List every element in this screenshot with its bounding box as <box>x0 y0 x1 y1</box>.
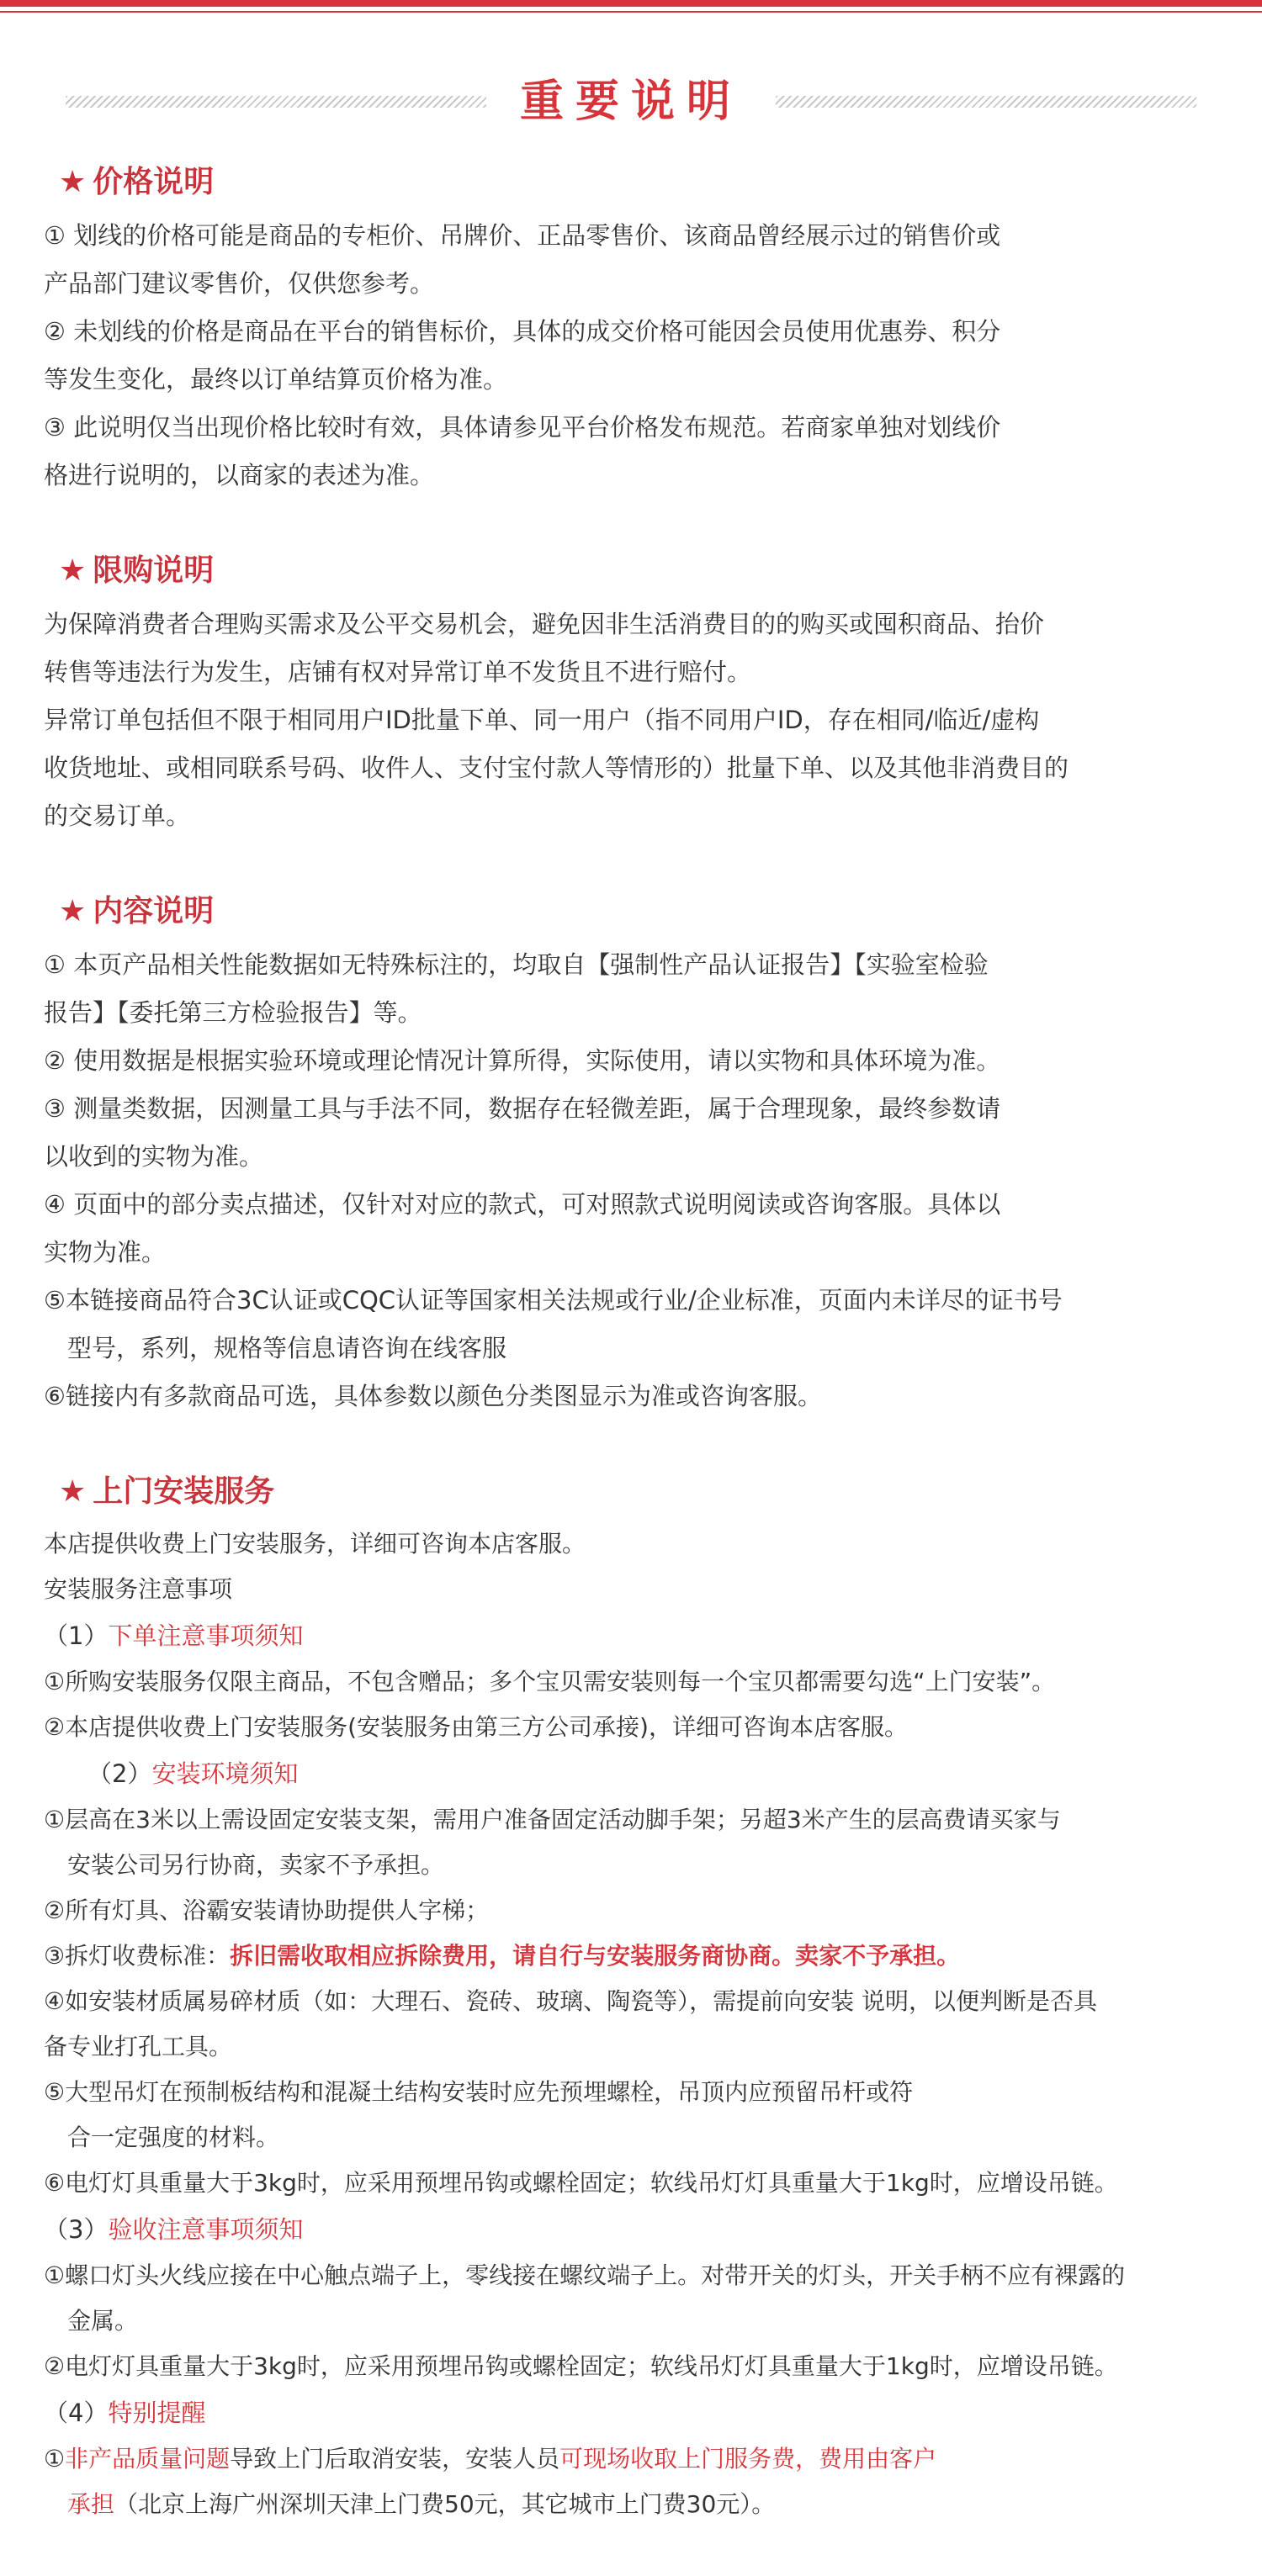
install-sub2-line: 备专业打孔工具。 <box>44 2033 233 2060</box>
star-icon: ★ <box>59 165 87 199</box>
install-sub2-line: 安装公司另行协商，卖家不予承担。 <box>67 1851 445 1879</box>
install-sub2-line: ①层高在3米以上需设固定安装支架，需用户准备固定活动脚手架；另超3米产生的层高费请买家与 <box>44 1806 1061 1833</box>
content-line: ⑤本链接商品符合3C认证或CQC认证等国家相关法规或行业/企业标准，页面内未详尽的证书号 <box>44 1286 1063 1314</box>
content-line: ③ 测量类数据，因测量工具与手法不同，数据存在轻微差距，属于合理现象，最终参数请 <box>44 1094 1001 1123</box>
install-sub2-heading: （2）安装环境须知 <box>87 1759 299 1788</box>
page-title: 重要说明 <box>519 77 742 127</box>
install-sub3-line: ②电灯灯具重量大于3kg时，应采用预埋吊钩或螺栓固定；软线吊灯灯具重量大于1kg时，应增设吊链。 <box>44 2352 1118 2380</box>
limit-line: 为保障消费者合理购买需求及公平交易机会，避免因非生活消费目的的购买或囤积商品、抬价 <box>44 610 1045 638</box>
price-line: ② 未划线的价格是商品在平台的销售标价，具体的成交价格可能因会员使用优惠券、积分 <box>44 317 1001 346</box>
install-sub4-heading: （4）特别提醒 <box>44 2399 206 2427</box>
install-sub1-heading: （1）下单注意事项须知 <box>44 1621 304 1650</box>
install-sub4-line: 承担（北京上海广州深圳天津上门费50元，其它城市上门费30元）。 <box>67 2490 776 2518</box>
star-icon: ★ <box>59 1474 87 1509</box>
limit-line: 收货地址、或相同联系号码、收件人、支付宝付款人等情形的）批量下单、以及其他非消费目的 <box>44 754 1069 782</box>
install-sub2-line: ⑤大型吊灯在预制板结构和混凝土结构安装时应先预埋螺栓，吊顶内应预留吊杆或符 <box>44 2078 914 2106</box>
content-line: ② 使用数据是根据实验环境或理论情况计算所得，实际使用，请以实物和具体环境为准。 <box>44 1046 1001 1075</box>
install-notice-title: 安装服务注意事项 <box>44 1575 233 1603</box>
price-line: 等发生变化，最终以订单结算页价格为准。 <box>44 365 508 394</box>
install-sub2-line: ②所有灯具、浴霸安装请协助提供人字梯； <box>44 1896 490 1924</box>
section-heading-content: ★ 内容说明 <box>59 894 215 928</box>
title-row <box>66 72 1196 131</box>
star-icon: ★ <box>59 553 87 588</box>
section-limit <box>44 548 1230 840</box>
install-sub2-line: ④如安装材质属易碎材质（如：大理石、瓷砖、玻璃、陶瓷等），需提前向安装 说明，以便判断是否具 <box>44 1987 1098 2015</box>
section-heading-install: ★ 上门安装服务 <box>59 1474 275 1509</box>
top-accent-line <box>0 11 1262 13</box>
section-price <box>44 160 1230 500</box>
star-icon: ★ <box>59 894 87 928</box>
install-sub2-line: ③拆灯收费标准：拆旧需收取相应拆除费用，请自行与安装服务商协商。卖家不予承担。 <box>44 1942 961 1970</box>
section-content <box>44 889 1230 1420</box>
section-heading-price: ★ 价格说明 <box>59 165 215 199</box>
content-line: 以收到的实物为准。 <box>44 1142 264 1171</box>
limit-line: 转售等违法行为发生，店铺有权对异常订单不发货且不进行赔付。 <box>44 658 752 686</box>
install-sub1-line: ①所购安装服务仅限主商品，不包含赠品；多个宝贝需安装则每一个宝贝都需要勾选“上门安装”。 <box>44 1668 1056 1695</box>
section-install <box>44 1469 1230 2527</box>
install-sub2-line: 合一定强度的材料。 <box>67 2124 280 2151</box>
price-line: 产品部门建议零售价，仅供您参考。 <box>44 269 435 298</box>
install-sub4-line: ①非产品质量问题导致上门后取消安装，安装人员可现场收取上门服务费，费用由客户 <box>44 2445 937 2473</box>
content-line: ① 本页产品相关性能数据如无特殊标注的，均取自【强制性产品认证报告】【实验室检验 <box>44 950 989 979</box>
install-sub3-heading: （3）验收注意事项须知 <box>44 2215 304 2244</box>
price-line: 格进行说明的，以商家的表述为准。 <box>44 461 435 489</box>
price-line: ③ 此说明仅当出现价格比较时有效，具体请参见平台价格发布规范。若商家单独对划线价 <box>44 413 1001 442</box>
content-line: ④ 页面中的部分卖点描述，仅针对对应的款式，可对照款式说明阅读或咨询客服。具体以 <box>44 1190 1001 1219</box>
limit-line: 的交易订单。 <box>44 801 191 830</box>
install-sub3-line: ①螺口灯头火线应接在中心触点端子上，零线接在螺纹端子上。对带开关的灯头，开关手柄不应有裸露的 <box>44 2261 1126 2289</box>
content-line: 报告】【委托第三方检验报告】等。 <box>44 998 422 1027</box>
install-sub1-line: ②本店提供收费上门安装服务(安装服务由第三方公司承接)，详细可咨询本店客服。 <box>44 1713 908 1741</box>
install-sub3-line: 金属。 <box>67 2307 139 2335</box>
limit-line: 异常订单包括但不限于相同用户ID批量下单、同一用户（指不同用户ID，存在相同/临近/虚构 <box>44 706 1040 734</box>
content-line: 型号，系列，规格等信息请咨询在线客服 <box>67 1334 507 1362</box>
notice-content <box>44 160 1230 2576</box>
install-intro: 本店提供收费上门安装服务，详细可咨询本店客服。 <box>44 1530 586 1558</box>
install-sub2-line: ⑥电灯灯具重量大于3kg时，应采用预埋吊钩或螺栓固定；软线吊灯灯具重量大于1kg时，应增设吊链。 <box>44 2169 1118 2197</box>
content-line: 实物为准。 <box>44 1238 167 1267</box>
content-line: ⑥链接内有多款商品可选，具体参数以颜色分类图显示为准或咨询客服。 <box>44 1382 822 1410</box>
price-line: ① 划线的价格可能是商品的专柜价、吊牌价、正品零售价、该商品曾经展示过的销售价或 <box>44 221 1001 250</box>
top-accent-bar <box>0 0 1262 7</box>
section-heading-limit: ★ 限购说明 <box>59 553 215 588</box>
